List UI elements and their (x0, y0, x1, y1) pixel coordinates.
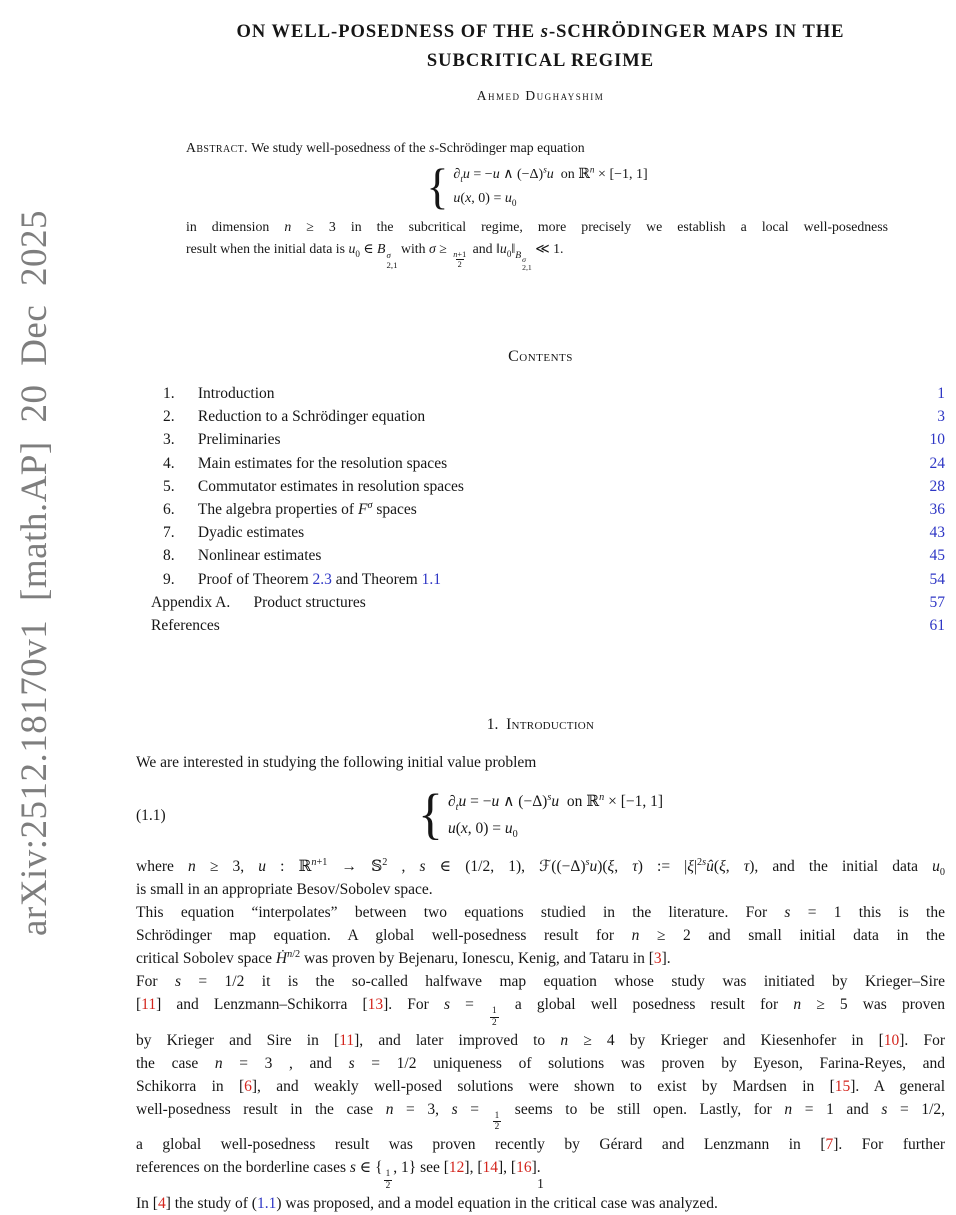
paragraph-line: a global well-posedness result was proven recently by Gérard and Lenzmann in [7]. For further (136, 1136, 945, 1154)
toc-entry-label: 8. Nonlinear estimates (163, 547, 322, 565)
display-equation-1-1 (136, 783, 945, 846)
paragraph-line: references on the borderline cases s ∈ { $\frac{1}{2}$ , 1} see [12], [14], [16]. (136, 1159, 541, 1191)
toc-entry (136, 568, 945, 591)
toc-page-link[interactable]: 10 (929, 431, 945, 449)
citation-link[interactable]: 3 (653, 950, 662, 967)
toc-entry-label: 2. Reduction to a Schrödinger equation (163, 408, 426, 426)
left-brace-glyph: { (426, 158, 449, 214)
equation-line2: u(x, $0) = u_0$ (447, 820, 518, 841)
toc-entry (136, 475, 945, 498)
paragraph-line: Schikorra in [6], and weakly well-posed solutions were shown to exist by Mardsen in [15]. A general (136, 1077, 945, 1095)
toc-entry (136, 521, 945, 544)
toc-page-link[interactable]: 61 (929, 617, 945, 635)
section-number: 1. (486, 716, 499, 733)
abstract-first-line (186, 138, 888, 158)
paragraph-line: [11] and Lenzmann–Schikorra [13]. For s = $\frac{1}{2}$ a global well posedness result for n ≥ 5 was proven (136, 996, 945, 1028)
toc-page-link[interactable]: 24 (929, 454, 945, 472)
arxiv-watermark: arXiv:2512.18170v1 [math.AP] 20 Dec 2025 (14, 209, 55, 936)
paragraph-line: For s = 1/2 it is the so-called halfwave map equation whose study was initiated by Krieger–Sire (136, 973, 945, 990)
abstract-body (186, 216, 888, 273)
citation-link[interactable]: 12 (448, 1159, 465, 1177)
abstract-line: result when the initial data is $u_0$ ∈ B σ 2,1 with σ ≥ $\frac{n+1}{2}$ and $‖u_0‖_{B \sigma 2,1}$ ≪ 1. (186, 241, 564, 273)
toc-entry (136, 614, 945, 637)
paragraph-line: where n ≥ 3, u : ℝ$^{n+1}$ → 𝕊$^2$ , s ∈ (1/2, 1), $ℱ((-\Delta)^su)(\xi$, τ) := $|\xi|^{2s}û(\xi$, τ), and the initial data $u_0$ (136, 856, 946, 879)
page-number: 1 (537, 1176, 544, 1191)
author-name: Ahmed Dughayshim (476, 88, 605, 103)
citation-link[interactable]: 7 (825, 1136, 834, 1154)
paper-title: ON WELL-POSEDNESS OF THE s-SCHRÖDINGER MAPS IN THE SUBCRITICAL REGIME (236, 22, 845, 72)
abstract-equation-line2: u(x, $0) = u_0$ (453, 191, 517, 208)
theorem-ref-link[interactable]: 1.1 (421, 570, 441, 588)
citation-link[interactable]: 11 (339, 1031, 355, 1049)
citation-link[interactable]: 4 (157, 1194, 166, 1212)
toc-list (136, 382, 945, 637)
toc-entry-label: 3. Preliminaries (163, 431, 281, 449)
toc-page-link[interactable]: 28 (929, 477, 945, 495)
intro-body-paragraph (136, 855, 945, 1215)
toc-entry-label: Appendix A. Product structures (151, 593, 366, 611)
table-of-contents (136, 348, 945, 637)
abstract-label: Abstract. (186, 140, 249, 155)
citation-link[interactable]: 11 (141, 996, 157, 1013)
equation-label: (1.1) (136, 807, 166, 824)
toc-entry (136, 428, 945, 451)
intro-lead-paragraph: We are interested in studying the following initial value problem (136, 754, 537, 771)
abstract-section (186, 138, 888, 273)
toc-page-link[interactable]: 57 (929, 593, 945, 611)
toc-entry (136, 405, 945, 428)
section-title: Introduction (506, 716, 595, 733)
citation-link[interactable]: 14 (482, 1159, 498, 1177)
paragraph-line: by Krieger and Sire in [11], and later improved to n ≥ 4 by Krieger and Kiesenhofer in [10]. For (136, 1031, 945, 1049)
paragraph-line: In [4] the study of (1.1) was proposed, and a model equation in the critical case was analyzed. (136, 1194, 718, 1212)
paragraph-line: Schrödinger map equation. A global well-posedness result for n ≥ 2 and small initial data in the (136, 927, 945, 944)
toc-page-link[interactable]: 3 (937, 408, 945, 426)
toc-entry (136, 591, 945, 614)
toc-entry (136, 544, 945, 567)
abstract-equation (186, 158, 888, 214)
toc-entry-label: 6. The algebra properties of $F^\sigma$ spaces (163, 499, 417, 519)
theorem-ref-link[interactable]: 2.3 (312, 570, 332, 588)
paragraph-line: the case n = 3 , and s = 1/2 uniqueness of solutions was proven by Eyeson, Farina-Reyes, and (136, 1054, 946, 1072)
toc-entry-label: 9. Proof of Theorem 2.3 and Theorem 1.1 (163, 570, 441, 588)
toc-entry (136, 382, 945, 405)
paragraph-line: is small in an appropriate Besov/Sobolev space. (136, 881, 433, 898)
paragraph-line: well-posedness result in the case n = 3, s = $\frac{1}{2}$ seems to be still open. Lastly, for n = 1 and s = 1/2, (136, 1100, 945, 1133)
toc-page-link[interactable]: 54 (929, 570, 945, 588)
toc-entry-label: 4. Main estimates for the resolution spaces (163, 454, 448, 472)
equation-line1: $\partial_tu = -u$ ∧ $(-\Delta)^su$ on ℝ$^n$ × [−1, 1] (447, 791, 664, 814)
toc-page-link[interactable]: 45 (929, 547, 945, 565)
toc-page-link[interactable]: 43 (929, 524, 945, 542)
citation-link[interactable]: 15 (834, 1077, 851, 1095)
toc-entry-label: 5. Commutator estimates in resolution spaces (163, 477, 464, 495)
contents-heading: Contents (508, 348, 573, 365)
equation-ref-link[interactable]: 1.1 (256, 1194, 277, 1212)
toc-entry (136, 452, 945, 475)
toc-entry (136, 498, 945, 521)
toc-entry-label: References (151, 617, 220, 635)
left-brace-glyph: { (417, 783, 443, 846)
citation-link[interactable]: 13 (367, 996, 384, 1013)
abstract-intro-text: We study well-posedness of the s-Schrödinger map equation (248, 140, 585, 155)
toc-page-link[interactable]: 36 (929, 501, 945, 519)
paragraph-line: critical Sobolev space Ḣ$^{n/2}$ was proven by Bejenaru, Ionescu, Kenig, and Tataru in [3]. (136, 948, 671, 967)
citation-link[interactable]: 16 (516, 1159, 532, 1177)
toc-entry-label: 1. Introduction (163, 385, 275, 402)
toc-entry-label: 7. Dyadic estimates (163, 524, 305, 542)
toc-page-link[interactable]: 1 (937, 385, 945, 402)
abstract-line: in dimension n ≥ 3 in the subcritical regime, more precisely we establish a local well-posedness (186, 219, 888, 234)
section-heading (136, 716, 945, 734)
paragraph-line: This equation “interpolates” between two equations studied in the literature. For s = 1 this is the (136, 904, 945, 921)
citation-link[interactable]: 6 (244, 1077, 252, 1095)
abstract-equation-line1: $\partial_tu = -u$ ∧ $(-\Delta)^su$ on ℝ$^n$ × [−1, 1] (453, 164, 648, 184)
citation-link[interactable]: 10 (883, 1031, 900, 1049)
